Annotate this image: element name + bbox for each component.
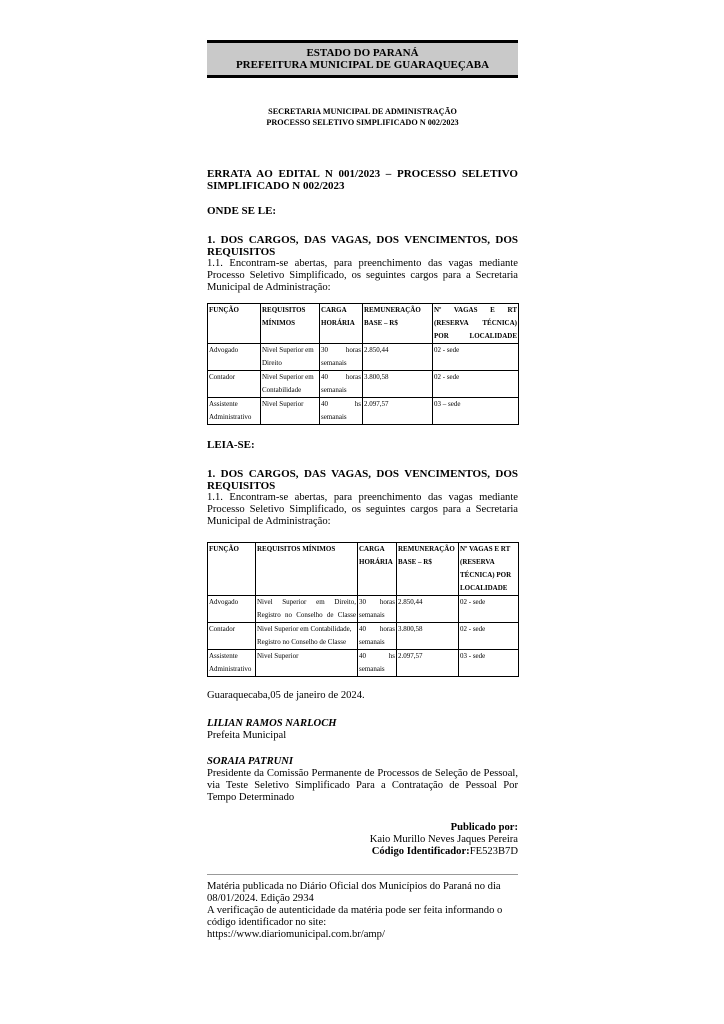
header-cell: FUNÇÃO <box>208 543 256 596</box>
table-cell: 40 hs semanais <box>358 650 397 677</box>
table-row <box>208 650 519 677</box>
footer-verification-note: A verificação de autenticidade da matéria pode ser feita informando o código identificador no site: <box>207 905 503 928</box>
header-cell: CARGA HORÁRIA <box>320 304 363 344</box>
table-cell: 2.850,44 <box>397 596 459 623</box>
publication-block <box>207 822 518 858</box>
table-cell: 02 - sede <box>433 371 519 398</box>
table-cell: Nivel Superior em Direito <box>261 344 320 371</box>
leia-se-section-title: 1. DOS CARGOS, DAS VAGAS, DOS VENCIMENTOS, DOS REQUISITOS <box>207 468 518 492</box>
table-cell: 2.850,44 <box>363 344 433 371</box>
table-cell: Nivel Superior em Direito, Registro no Conselho de Classe <box>256 596 358 623</box>
signatory-name: SORAIA PATRUNI <box>207 756 294 767</box>
code-value: FE523B7D <box>469 846 518 857</box>
secretariat-name: SECRETARIA MUNICIPAL DE ADMINISTRAÇÃO <box>268 107 457 116</box>
process-name: PROCESSO SELETIVO SIMPLIFICADO N 002/2023 <box>266 118 459 127</box>
state-name: ESTADO DO PARANÁ <box>306 47 419 59</box>
table-cell: Advogado <box>208 344 261 371</box>
footer <box>207 874 518 941</box>
document-title: ERRATA AO EDITAL N 001/2023 – PROCESSO SELETIVO SIMPLIFICADO N 002/2023 <box>207 168 518 192</box>
table-cell: 03 - sede <box>459 650 519 677</box>
table-cell: 40 horas semanais <box>358 623 397 650</box>
publisher-name: Kaio Murillo Neves Jaques Pereira <box>369 834 518 845</box>
header-cell: FUNÇÃO <box>208 304 261 344</box>
table-cell: 02 - sede <box>433 344 519 371</box>
table-cell: Nivel Superior <box>256 650 358 677</box>
header-cell: Nº VAGAS E RT (RESERVA TÉCNICA) POR LOCALIDADE <box>433 304 519 344</box>
table-cell: 02 - sede <box>459 596 519 623</box>
signatory-role: Presidente da Comissão Permanente de Processos de Seleção de Pessoal, via Teste Seletivo Simplificado Para a Contratação de Pessoal Por Tempo Determinado <box>207 768 518 803</box>
table-cell: 2.097,57 <box>397 650 459 677</box>
table-header-row <box>208 304 519 344</box>
subheader <box>207 106 518 128</box>
header-cell: REQUISITOS MÍNIMOS <box>256 543 358 596</box>
table-cell: Assistente Administrativo <box>208 650 256 677</box>
header-cell: REQUISITOS MÍNIMOS <box>261 304 320 344</box>
table-cell: Advogado <box>208 596 256 623</box>
onde-se-le-label: ONDE SE LE: <box>207 205 277 217</box>
header-cell: REMUNERAÇÃO BASE – R$ <box>363 304 433 344</box>
published-by-label: Publicado por: <box>450 822 518 833</box>
footer-publication-note: Matéria publicada no Diário Oficial dos Municípios do Paraná no dia 08/01/2024. Edição 2934 <box>207 881 501 904</box>
table-cell: Nivel Superior <box>261 398 320 425</box>
table-cell: Nivel Superior em Contabilidade, Registro no Conselho de Classe <box>256 623 358 650</box>
date-line: Guaraquecaba,05 de janeiro de 2024. <box>207 690 365 701</box>
document-page <box>207 40 518 941</box>
leia-se-label: LEIA-SE: <box>207 439 255 451</box>
header-cell: CARGA HORÁRIA <box>358 543 397 596</box>
table-cell: 3.800,58 <box>363 371 433 398</box>
table-cell: 40 horas semanais <box>320 371 363 398</box>
signature-block <box>207 756 518 804</box>
table-row <box>208 371 519 398</box>
table-cell: Nivel Superior em Contabilidade <box>261 371 320 398</box>
header-cell: Nº VAGAS E RT (RESERVA TÉCNICA) POR LOCALIDADE <box>459 543 519 596</box>
table-row <box>208 398 519 425</box>
signature-block <box>207 718 518 742</box>
footer-url: https://www.diariomunicipal.com.br/amp/ <box>207 929 385 940</box>
table-cell: 03 – sede <box>433 398 519 425</box>
header-cell: REMUNERAÇÃO BASE – R$ <box>397 543 459 596</box>
signatory-role: Prefeita Municipal <box>207 730 287 741</box>
onde-se-le-paragraph: 1.1. Encontram-se abertas, para preenchimento das vagas mediante Processo Seletivo Simplificado, os seguintes cargos para a Secretaria Municipal de Administração: <box>207 258 518 293</box>
municipality-name: PREFEITURA MUNICIPAL DE GUARAQUEÇABA <box>235 59 490 71</box>
table-cell: Contador <box>208 371 261 398</box>
table-cell: Assistente Administrativo <box>208 398 261 425</box>
table-cell: 2.097,57 <box>363 398 433 425</box>
onde-se-le-section-title: 1. DOS CARGOS, DAS VAGAS, DOS VENCIMENTOS, DOS REQUISITOS <box>207 234 518 258</box>
table-cell: 02 - sede <box>459 623 519 650</box>
table-row <box>208 344 519 371</box>
table-cell: 30 horas semanais <box>358 596 397 623</box>
table-cell: 40 hs semanais <box>320 398 363 425</box>
header-banner <box>207 40 518 78</box>
table-cell: 30 horas semanais <box>320 344 363 371</box>
leia-se-table <box>207 542 519 677</box>
table-row <box>208 623 519 650</box>
table-cell: 3.800,58 <box>397 623 459 650</box>
table-header-row <box>208 543 519 596</box>
leia-se-paragraph: 1.1. Encontram-se abertas, para preenchimento das vagas mediante Processo Seletivo Simplificado, os seguintes cargos para a Secretaria Municipal de Administração: <box>207 492 518 527</box>
table-row <box>208 596 519 623</box>
onde-se-le-table <box>207 303 519 425</box>
code-label: Código Identificador: <box>371 846 470 857</box>
table-cell: Contador <box>208 623 256 650</box>
signatory-name: LILIAN RAMOS NARLOCH <box>207 718 337 729</box>
